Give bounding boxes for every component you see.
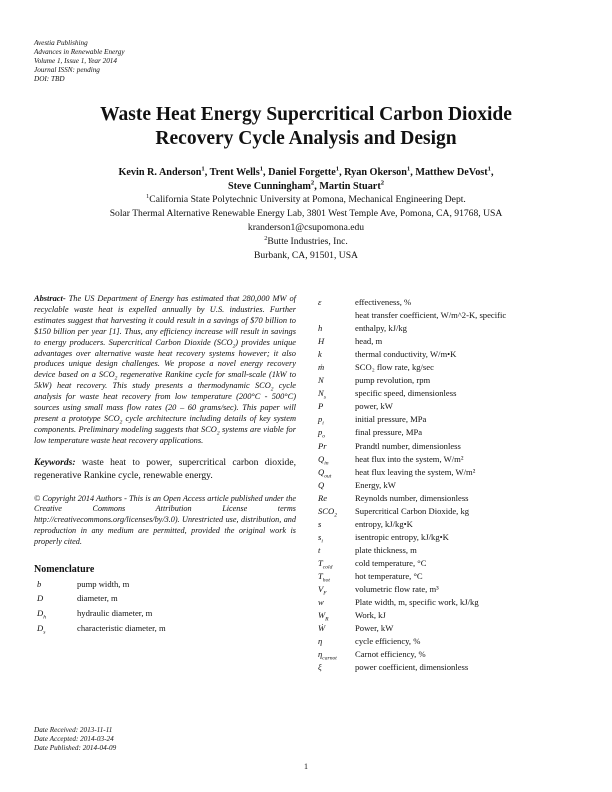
author-separator: , (314, 180, 320, 192)
nomenclature-row (318, 544, 578, 557)
nomenclature-row (318, 387, 578, 400)
nomenclature-symbol: $N_s$ (318, 388, 326, 402)
nomenclature-description: Supercritical Carbon Dioxide, kg (355, 505, 470, 516)
affiliation-1-address: Solar Thermal Alternative Renewable Energy Lab, 3801 West Temple Ave, Pomona, CA, 91768, USA (109, 208, 503, 219)
nomenclature-row (318, 413, 578, 426)
nomenclature-symbol: $T_{cold}$ (318, 557, 333, 571)
left-column (34, 294, 296, 636)
nomenclature-symbol: $W_R$ (318, 610, 329, 623)
nomenclature-description: initial pressure, MPa (355, 414, 427, 425)
nomenclature-row (318, 309, 578, 322)
date-accepted: Date Accepted: 2014-03-24 (34, 735, 114, 744)
author-name: Martin Stuart (319, 180, 381, 192)
author-affiliation-mark: 1 (259, 165, 264, 173)
paper-title (30, 103, 582, 151)
nomenclature-symbol: P (318, 401, 324, 412)
nomenclature-row (318, 596, 578, 609)
author-email: kranderson1@csupomona.edu (247, 222, 365, 233)
author-affiliation-mark: 1 (201, 165, 205, 173)
article-dates (34, 726, 116, 754)
nomenclature-description: thermal conductivity, W/m•K (355, 349, 457, 360)
nomenclature-description: characteristic diameter, m (77, 623, 166, 634)
nomenclature-symbol: H (318, 336, 325, 347)
nomenclature-row (318, 609, 578, 622)
nomenclature-description: power coefficient, dimensionless (355, 662, 469, 673)
nomenclature-row (318, 440, 578, 453)
nomenclature-description: heat transfer coefficient, W/m^2-K, specific (355, 310, 507, 321)
title-line-1: Waste Heat Energy Supercritical Carbon Dioxide (100, 104, 512, 125)
nomenclature-row (318, 453, 578, 466)
journal-name: Advances in Renewable Energy (34, 47, 125, 56)
nomenclature-description: power, kW (355, 401, 393, 412)
nomenclature-row (318, 570, 578, 583)
nomenclature-row (318, 492, 578, 505)
nomenclature-description: Power, kW (355, 623, 394, 634)
nomenclature-symbol: Q (318, 479, 325, 490)
nomenclature-description: final pressure, MPa (355, 427, 423, 438)
nomenclature-description: specific speed, dimensionless (355, 388, 457, 399)
nomenclature-right-list (318, 296, 578, 674)
nomenclature-symbol: $p_o$ (318, 427, 326, 441)
author-name: Daniel Forgette (268, 167, 336, 178)
nomenclature-row (318, 348, 578, 361)
date-received: Date Received: 2013-11-11 (34, 726, 113, 734)
nomenclature-row (318, 374, 578, 387)
doi: DOI: TBD (34, 74, 65, 83)
author-list (40, 166, 572, 193)
author-separator: , (410, 167, 416, 178)
nomenclature-heading: Nomenclature (34, 563, 95, 575)
nomenclature-description: Reynolds number, dimensionless (355, 492, 469, 503)
nomenclature-row (318, 622, 578, 635)
nomenclature-symbol: t (318, 544, 321, 555)
affiliation-2: $^2$Butte Industries, Inc. (264, 234, 348, 247)
nomenclature-description: hot temperature, °C (355, 570, 423, 581)
nomenclature-symbol: k (318, 349, 322, 360)
nomenclature-description: cycle efficiency, % (355, 636, 421, 647)
nomenclature-row (34, 606, 296, 621)
nomenclature-row (318, 518, 578, 531)
nomenclature-row (318, 583, 578, 596)
nomenclature-symbol: $Q_{out}$ (318, 466, 332, 480)
nomenclature-row (318, 531, 578, 544)
nomenclature-symbol: $\eta_{carnot}$ (318, 649, 337, 662)
nomenclature-symbol: $p_i$ (318, 414, 324, 428)
author-affiliation-mark: 1 (406, 165, 411, 173)
nomenclature-description: cold temperature, °C (355, 557, 427, 568)
nomenclature-left-list (34, 577, 296, 636)
nomenclature-row (318, 426, 578, 439)
affiliation-2-address: Burbank, CA, 91501, USA (254, 250, 358, 261)
author-separator: , (339, 167, 345, 178)
date-published: Date Published: 2014-04-09 (34, 744, 117, 753)
keywords-label: Keywords: (34, 456, 76, 468)
nomenclature-symbol (318, 309, 355, 322)
journal-info (34, 39, 125, 84)
nomenclature-description: hydraulic diameter, m (77, 608, 153, 619)
nomenclature-row (318, 661, 578, 674)
copyright-notice: © Copyright 2014 Authors - This is an Open Access article published under the Creative Commons Attribution License terms http://creativecommons.org/licenses/by/3.0). Unrestricted use, distribution, and reproduction in any medium are permitted, provided the original work is properly cited. (34, 493, 296, 546)
nomenclature-symbol: N (318, 375, 324, 386)
nomenclature-description: Work, kJ (355, 610, 386, 621)
nomenclature-description: entropy, kJ/kg•K (355, 518, 413, 529)
nomenclature-description: pump width, m (77, 578, 130, 589)
nomenclature-symbol: ṁ (318, 362, 325, 373)
affiliations (40, 193, 572, 263)
nomenclature-description: enthalpy, kJ/kg (355, 323, 407, 334)
nomenclature-description: SCO₂ flow rate, kg/sec (355, 362, 434, 373)
nomenclature-description: heat flux leaving the system, W/m² (355, 466, 476, 477)
abstract-label: Abstract- (34, 294, 66, 303)
abstract: Abstract- The US Department of Energy has estimated that 280,000 MW of recyclable waste heat is expelled annually by U.S. industries. Further estimates suggest that harvesting it could result in a savings of $70 billion to $150 billion per year [1]. Thus, any efficiency increase will result in savings to energy producers. Supercritical Carbon Dioxide $(SCO_2)$ provides unique advantages over alternative waste heat recovery systems however; it also produces unique design challenges. We propose a novel energy recovery device based on a $SCO_2$ regenerative Rankine cycle for small-scale (1kW to 5kW) heat recovery. This study presents a thermodynamic $SCO_2$ cycle analysis for waste heat recovery from low temperature (200°C - 500°C) sources using small mass flow rates (20 – 60 grams/sec). This paper will present a prototype $SCO_2$ cycle architecture including details of key system components. Preliminary modeling suggests that $SCO_2$ systems are viable for low temperature waste heat recovery applications. (34, 294, 297, 445)
nomenclature-symbol: $D_s$ (37, 623, 46, 636)
nomenclature-description: Carnot efficiency, % (355, 649, 426, 660)
title-line-2: Recovery Cycle Analysis and Design (155, 128, 457, 149)
nomenclature-description: plate thickness, m (355, 544, 417, 555)
nomenclature-symbol: $s_i$ (318, 531, 323, 545)
nomenclature-symbol: $Q_{in}$ (318, 453, 329, 467)
nomenclature-symbol: $D_h$ (37, 608, 47, 621)
nomenclature-row (318, 335, 578, 348)
nomenclature-row (318, 479, 578, 492)
nomenclature-description: isentropic entropy, kJ/kg•K (355, 531, 449, 542)
nomenclature-row (318, 466, 578, 479)
nomenclature-symbol: Ẇ (318, 623, 326, 634)
nomenclature-symbol: $T_{hot}$ (318, 570, 330, 584)
nomenclature-row (34, 621, 296, 636)
nomenclature-row (34, 577, 296, 592)
nomenclature-row (318, 400, 578, 413)
nomenclature-symbol: η (318, 636, 323, 647)
author-affiliation-mark: 2 (380, 179, 385, 187)
nomenclature-row (318, 322, 578, 335)
author-name: Trent Wells (209, 167, 260, 178)
nomenclature-symbol: b (37, 578, 42, 589)
author-separator: , (204, 167, 210, 178)
nomenclature-row (318, 361, 578, 374)
nomenclature-symbol: h (318, 323, 323, 334)
keywords: Keywords: waste heat to power, supercritical carbon dioxide, regenerative Rankine cycle, renewable energy. (34, 456, 296, 481)
nomenclature-row (318, 648, 578, 661)
nomenclature-description: head, m (355, 336, 383, 347)
nomenclature-row (318, 505, 578, 518)
nomenclature-row (318, 296, 578, 309)
nomenclature-row (318, 635, 578, 648)
author-affiliation-mark: 1 (487, 165, 491, 173)
journal-issn: Journal ISSN: pending (34, 65, 100, 74)
nomenclature-symbol: $SCO_2$ (318, 505, 338, 519)
author-name: Ryan Okerson (344, 167, 407, 178)
author-name: Kevin R. Anderson (118, 167, 202, 178)
nomenclature-symbol: ε (318, 297, 322, 307)
nomenclature-row (318, 557, 578, 570)
nomenclature-description: volumetric flow rate, m³ (355, 584, 439, 595)
author-affiliation-mark: 1 (335, 165, 340, 173)
nomenclature-symbol: $V_F$ (318, 584, 327, 597)
nomenclature-symbol: D (37, 593, 44, 604)
nomenclature-description: diameter, m (77, 593, 118, 604)
author-name: Matthew DeVost (415, 167, 488, 178)
volume-issue: Volume 1, Issue 1, Year 2014 (34, 56, 117, 65)
author-separator: , (490, 167, 494, 178)
nomenclature-row (34, 591, 296, 606)
author-separator: , (263, 167, 269, 178)
nomenclature-description: Plate width, m, specific work, kJ/kg (355, 597, 479, 608)
nomenclature-symbol: s (318, 518, 322, 529)
nomenclature-description: Prandtl number, dimensionless (355, 440, 461, 451)
nomenclature-description: effectiveness, % (355, 297, 412, 307)
nomenclature-symbol: Re (318, 492, 328, 503)
nomenclature-symbol: Pr (318, 440, 327, 451)
nomenclature-description: pump revolution, rpm (355, 375, 431, 386)
nomenclature-description: heat flux into the system, W/m² (355, 453, 464, 464)
author-affiliation-mark: 2 (310, 179, 315, 187)
publisher: Avestia Publishing (34, 39, 88, 47)
author-name: Steve Cunningham (227, 180, 311, 192)
nomenclature-symbol: ξ (318, 662, 322, 673)
nomenclature-description: Energy, kW (355, 479, 396, 490)
page-number: 1 (304, 762, 308, 771)
nomenclature-symbol: w (318, 597, 324, 608)
affiliation-1: $^1$California State Polytechnic University at Pomona, Mechanical Engineering Dept. (146, 192, 466, 205)
